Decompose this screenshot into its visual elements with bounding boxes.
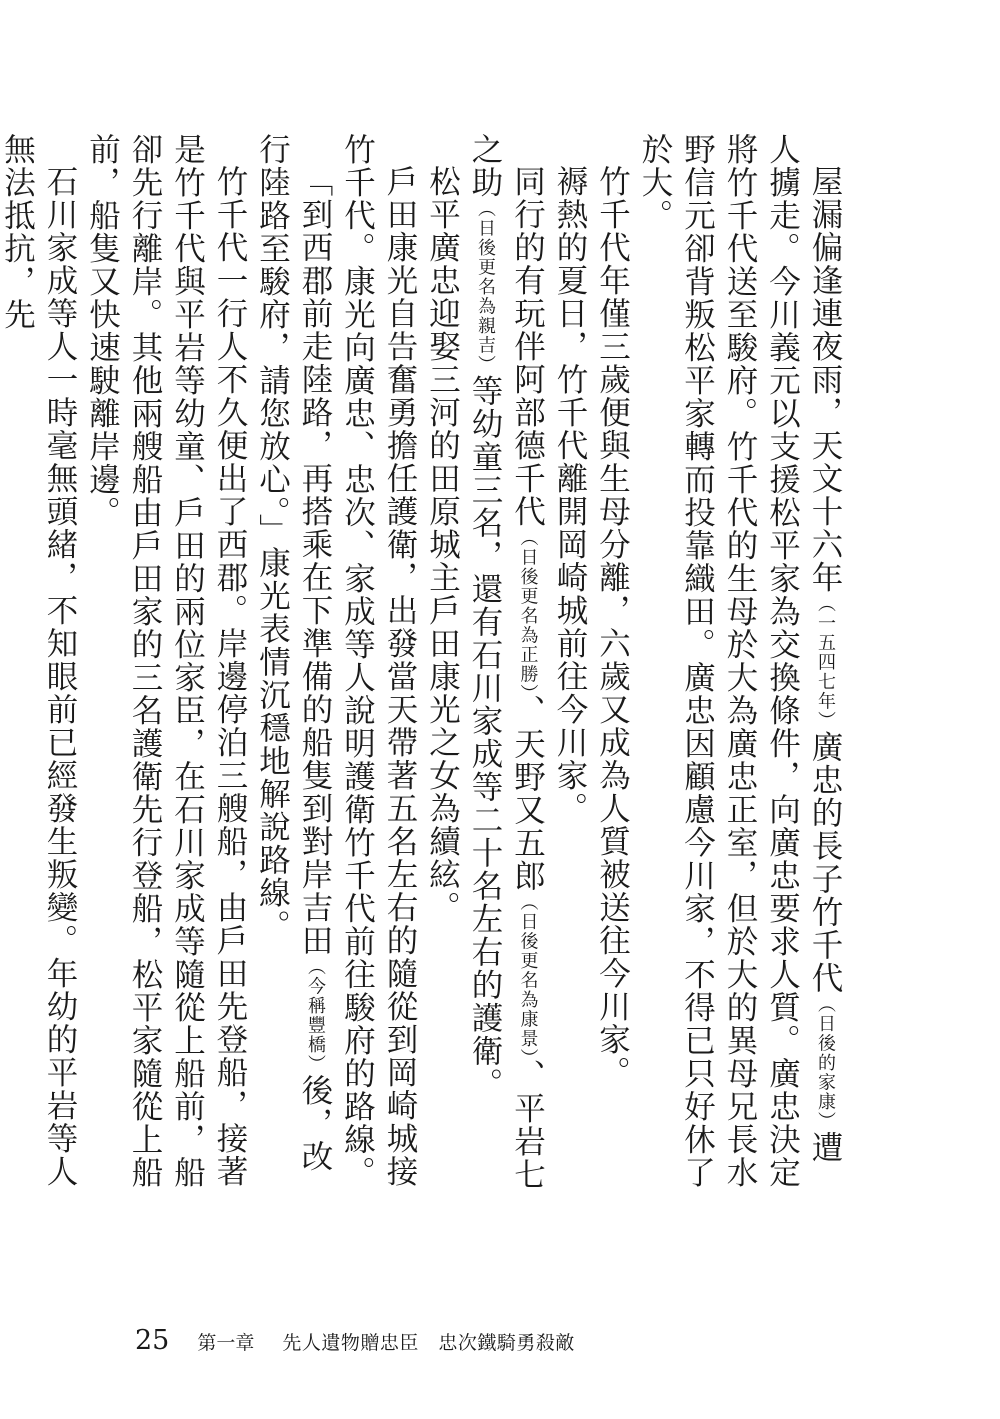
paragraph-5: 松平廣忠迎娶三河的田原城主戶田康光之女為續絃。 [424,164,461,924]
text-run: 、天野又五郎 [509,694,546,892]
paragraph-6: 戶田康光自告奮勇擔任護衛，出發當天帶著五名左右的隨從到岡崎城接竹千代。康光向廣忠、忠次、家成等人說明護衛竹千代前往駿府的路線。 [339,133,418,1189]
chapter-label: 第一章 [197,1332,255,1354]
text-run: 後，改行陸路至駿府，請您放心。」康光表情沉穩地解說路線。 [254,133,333,1173]
paragraph-8: 竹千代一行人不久便出了西郡。岸邊停泊三艘船，由戶田先登船，接著是竹千代與平岩等幼童、戶田的兩位家臣，在石川家成等隨從上船前，船卻先行離岸。其他兩艘船由戶田家的三名護衛先行登船，松平家隨從上船前，船隻又快速駛離岸邊。 [84,133,248,1189]
page-number: 25 [135,1325,170,1356]
text-run: 「到西郡前走陸路，再搭乘在下準備的船隻到對岸吉田 [297,164,333,957]
text-run: 廣忠的長子竹千代 [807,730,843,994]
vertical-body-text [0,133,846,1193]
inline-note: （日後更名為親吉） [475,199,496,375]
text-run: 屋漏偏逢連夜雨，天文十六年 [807,164,843,594]
paragraph-3: 褥熱的夏日，竹千代離開岡崎城前往今川家。 [552,164,588,825]
inline-note: （今稱豐橋） [305,956,326,1074]
paragraph-2: 竹千代年僅三歲便與生母分離，六歲又成為人質被送往今川家。 [594,164,631,1089]
inline-note: （一五四七年） [815,593,836,730]
paragraph-9: 石川家成等人一時毫無頭緒，不知眼前已經發生叛變。年幼的平岩等人無法抵抗，先 [0,133,78,1188]
inline-note: （日後更名為康景） [517,892,539,1059]
text-run: 、平岩七之助 [467,133,546,1191]
text-run: 等幼童三名，還有石川家成等二十名左右的護衛。 [467,374,503,1101]
inline-note: （日後更名為正勝） [517,527,539,694]
paragraph-4 [464,133,549,1193]
paragraph-1 [634,133,847,1193]
inline-note: （日後的家康） [815,994,836,1131]
page-footer [135,1325,575,1365]
chapter-title: 先人遺物贈忠臣 忠次鐵騎勇殺敵 [282,1332,575,1354]
text-run: 同行的有玩伴阿部德千代 [509,164,546,528]
paragraph-7 [251,133,336,1193]
text-run: 遭人擄走。今川義元以支援松平家為交換條件，向廣忠要求人質。廣忠決定將竹千代送至駿府。竹千代的生母於大為廣忠正室，但於大的異母兄長水野信元卻背叛松平家轉而投靠織田。廣忠因顧慮今川家，不得已只好休了於大。 [637,133,843,1189]
